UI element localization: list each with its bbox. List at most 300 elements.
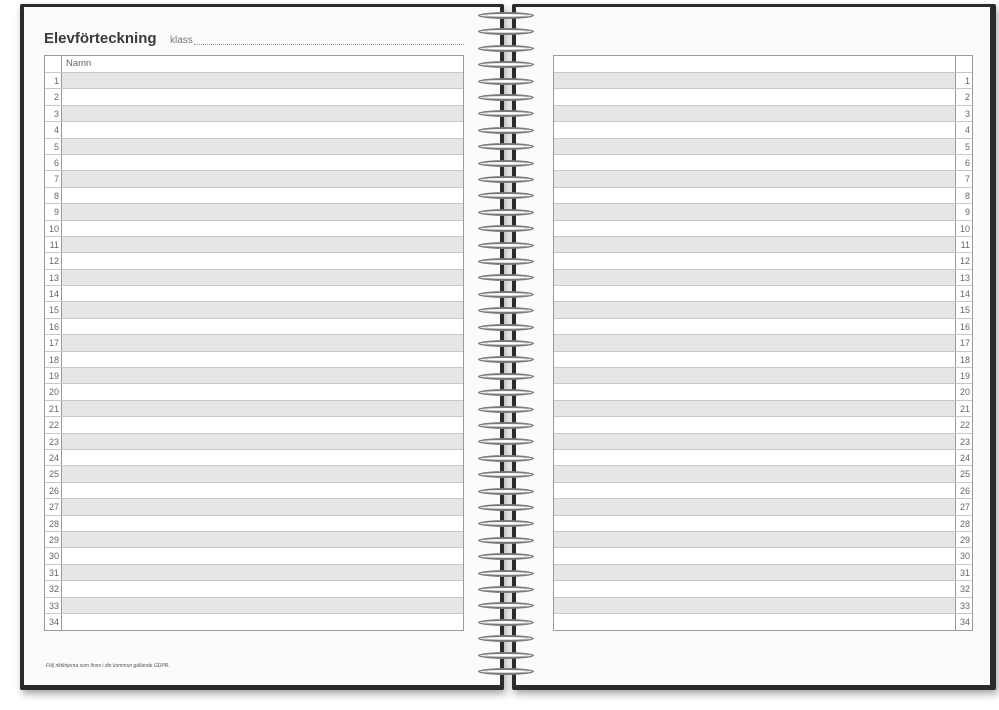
coil-ring <box>478 143 534 150</box>
table-row <box>554 335 972 351</box>
row-number: 15 <box>955 302 972 317</box>
row-number: 32 <box>45 581 62 596</box>
name-field[interactable] <box>554 221 955 236</box>
table-row <box>45 565 463 581</box>
name-field[interactable] <box>554 450 955 465</box>
row-number: 9 <box>45 204 62 219</box>
row-number: 13 <box>955 270 972 285</box>
number-column-header <box>45 56 62 72</box>
row-number: 12 <box>955 253 972 268</box>
row-number: 17 <box>45 335 62 350</box>
table-row <box>554 499 972 515</box>
spiral-coil <box>476 373 538 381</box>
row-number: 9 <box>955 204 972 219</box>
table-row <box>554 204 972 220</box>
spiral-coil <box>476 668 538 676</box>
row-number: 3 <box>955 106 972 121</box>
coil-ring <box>478 406 534 413</box>
row-number: 14 <box>45 286 62 301</box>
name-field[interactable] <box>62 352 463 367</box>
name-field[interactable] <box>554 401 955 416</box>
table-row <box>554 450 972 466</box>
spiral-coil <box>476 635 538 643</box>
spiral-coil <box>476 570 538 578</box>
table-row <box>554 106 972 122</box>
name-field[interactable] <box>554 548 955 563</box>
coil-ring <box>478 176 534 183</box>
spiral-coil <box>476 537 538 545</box>
name-field[interactable] <box>554 73 955 88</box>
spiral-coil <box>476 61 538 69</box>
table-row <box>554 253 972 269</box>
name-field[interactable] <box>554 106 955 121</box>
table-row <box>45 204 463 220</box>
name-field[interactable] <box>554 384 955 399</box>
name-field[interactable] <box>554 237 955 252</box>
name-field[interactable] <box>554 139 955 154</box>
row-number: 28 <box>45 516 62 531</box>
row-number: 28 <box>955 516 972 531</box>
name-field[interactable] <box>62 548 463 563</box>
table-row <box>45 335 463 351</box>
student-name-table <box>44 55 464 631</box>
spiral-coil <box>476 438 538 446</box>
table-row <box>45 401 463 417</box>
student-continuation-table <box>553 55 973 631</box>
row-number: 34 <box>45 614 62 630</box>
coil-ring <box>478 192 534 199</box>
name-field[interactable] <box>62 237 463 252</box>
spiral-coil <box>476 422 538 430</box>
row-number: 5 <box>45 139 62 154</box>
row-number: 21 <box>45 401 62 416</box>
row-number: 10 <box>45 221 62 236</box>
table-row <box>554 188 972 204</box>
table-row <box>554 516 972 532</box>
spiral-coil <box>476 12 538 20</box>
row-number: 15 <box>45 302 62 317</box>
table-row <box>554 286 972 302</box>
name-field[interactable] <box>554 565 955 580</box>
coil-ring <box>478 78 534 85</box>
table-row <box>554 270 972 286</box>
coil-ring <box>478 602 534 609</box>
spiral-coil <box>476 602 538 610</box>
table-row <box>45 139 463 155</box>
table-row <box>554 352 972 368</box>
row-number: 33 <box>45 598 62 613</box>
coil-ring <box>478 422 534 429</box>
row-number: 19 <box>45 368 62 383</box>
table-row <box>554 417 972 433</box>
name-field[interactable] <box>62 139 463 154</box>
table-header-row <box>45 56 463 73</box>
row-number: 22 <box>955 417 972 432</box>
spiral-coil <box>476 176 538 184</box>
table-row <box>45 171 463 187</box>
name-field[interactable] <box>554 352 955 367</box>
row-number: 4 <box>955 122 972 137</box>
spiral-coil <box>476 586 538 594</box>
name-field[interactable] <box>62 532 463 547</box>
table-row <box>45 237 463 253</box>
table-row <box>554 139 972 155</box>
table-row <box>554 384 972 400</box>
table-row <box>554 89 972 105</box>
row-number: 20 <box>955 384 972 399</box>
table-row <box>45 581 463 597</box>
name-field[interactable] <box>62 221 463 236</box>
name-field[interactable] <box>62 384 463 399</box>
name-field[interactable] <box>62 106 463 121</box>
name-field[interactable] <box>554 188 955 203</box>
row-number: 18 <box>45 352 62 367</box>
table-row <box>45 598 463 614</box>
table-row <box>554 598 972 614</box>
table-row <box>45 89 463 105</box>
table-row <box>45 319 463 335</box>
row-number: 25 <box>45 466 62 481</box>
spiral-coil <box>476 192 538 200</box>
table-row <box>45 73 463 89</box>
table-row <box>554 221 972 237</box>
name-field[interactable] <box>554 598 955 613</box>
name-field[interactable] <box>554 335 955 350</box>
table-row <box>45 499 463 515</box>
table-row <box>554 368 972 384</box>
coil-ring <box>478 307 534 314</box>
coil-ring <box>478 553 534 560</box>
row-number: 25 <box>955 466 972 481</box>
table-row <box>554 122 972 138</box>
coil-ring <box>478 61 534 68</box>
table-row <box>554 73 972 89</box>
row-number: 23 <box>45 434 62 449</box>
spiral-coil <box>476 160 538 168</box>
row-number: 19 <box>955 368 972 383</box>
name-field[interactable] <box>554 89 955 104</box>
coil-ring <box>478 389 534 396</box>
table-row <box>554 548 972 564</box>
table-row <box>45 253 463 269</box>
name-field[interactable] <box>554 483 955 498</box>
name-field[interactable] <box>62 319 463 334</box>
coil-ring <box>478 45 534 52</box>
table-row <box>45 270 463 286</box>
table-row <box>45 417 463 433</box>
table-row <box>554 237 972 253</box>
spiral-coil <box>476 504 538 512</box>
spiral-coil <box>476 455 538 463</box>
name-field[interactable] <box>62 434 463 449</box>
table-row <box>45 434 463 450</box>
coil-ring <box>478 28 534 35</box>
table-row <box>45 106 463 122</box>
class-label: klass <box>170 35 193 46</box>
name-field[interactable] <box>554 368 955 383</box>
row-number: 26 <box>45 483 62 498</box>
row-number: 26 <box>955 483 972 498</box>
coil-ring <box>478 160 534 167</box>
coil-ring <box>478 12 534 19</box>
name-column-header: Namn <box>66 58 92 69</box>
row-number: 30 <box>45 548 62 563</box>
table-row <box>554 302 972 318</box>
spiral-coil <box>476 389 538 397</box>
spiral-coil <box>476 110 538 118</box>
spiral-coil <box>476 340 538 348</box>
name-field[interactable] <box>554 614 955 630</box>
name-field[interactable] <box>554 253 955 268</box>
table-row <box>45 122 463 138</box>
name-field[interactable] <box>554 434 955 449</box>
table-row <box>45 516 463 532</box>
name-field[interactable] <box>554 122 955 137</box>
gdpr-footnote: Följ riktlinjerna som finns i din kommun gällande GDPR. <box>46 663 170 669</box>
coil-ring <box>478 225 534 232</box>
number-column-header <box>955 56 972 72</box>
name-field[interactable] <box>62 171 463 186</box>
row-number: 3 <box>45 106 62 121</box>
coil-ring <box>478 438 534 445</box>
spiral-coil <box>476 258 538 266</box>
table-row <box>45 352 463 368</box>
coil-ring <box>478 652 534 659</box>
row-number: 5 <box>955 139 972 154</box>
spiral-coil <box>476 127 538 135</box>
row-number: 22 <box>45 417 62 432</box>
table-row <box>45 302 463 318</box>
table-row <box>45 614 463 630</box>
name-field[interactable] <box>62 270 463 285</box>
table-row <box>45 155 463 171</box>
name-field[interactable] <box>62 89 463 104</box>
name-field[interactable] <box>62 335 463 350</box>
coil-ring <box>478 537 534 544</box>
spiral-coil <box>476 553 538 561</box>
empty-column-header <box>554 56 955 72</box>
coil-ring <box>478 209 534 216</box>
spiral-coil <box>476 209 538 217</box>
name-field[interactable] <box>554 581 955 596</box>
row-number: 29 <box>955 532 972 547</box>
table-row <box>554 581 972 597</box>
name-field[interactable] <box>554 286 955 301</box>
row-number: 7 <box>45 171 62 186</box>
coil-ring <box>478 520 534 527</box>
table-row <box>45 450 463 466</box>
table-row <box>554 171 972 187</box>
row-number: 7 <box>955 171 972 186</box>
row-number: 14 <box>955 286 972 301</box>
spiral-coil <box>476 94 538 102</box>
row-number: 17 <box>955 335 972 350</box>
row-number: 2 <box>955 89 972 104</box>
page-title: Elevförteckning <box>44 30 157 47</box>
name-field[interactable] <box>62 499 463 514</box>
spiral-coil <box>476 28 538 36</box>
spiral-coil <box>476 356 538 364</box>
row-number: 12 <box>45 253 62 268</box>
table-row <box>554 565 972 581</box>
row-number: 27 <box>955 499 972 514</box>
table-row <box>554 434 972 450</box>
name-field[interactable] <box>62 581 463 596</box>
name-field[interactable] <box>554 516 955 531</box>
row-number: 1 <box>955 73 972 88</box>
table-row <box>45 221 463 237</box>
name-field[interactable] <box>62 466 463 481</box>
name-field[interactable] <box>554 155 955 170</box>
name-field[interactable] <box>554 466 955 481</box>
row-number: 32 <box>955 581 972 596</box>
coil-ring <box>478 291 534 298</box>
left-page <box>24 7 500 685</box>
coil-ring <box>478 471 534 478</box>
name-field[interactable] <box>62 516 463 531</box>
coil-ring <box>478 668 534 675</box>
spiral-coil <box>476 291 538 299</box>
coil-ring <box>478 635 534 642</box>
coil-ring <box>478 488 534 495</box>
row-number: 24 <box>955 450 972 465</box>
coil-ring <box>478 110 534 117</box>
coil-ring <box>478 619 534 626</box>
right-page <box>516 7 990 685</box>
row-number: 18 <box>955 352 972 367</box>
name-field[interactable] <box>554 204 955 219</box>
name-field[interactable] <box>62 188 463 203</box>
coil-ring <box>478 340 534 347</box>
name-field[interactable] <box>554 302 955 317</box>
name-field[interactable] <box>62 286 463 301</box>
name-field[interactable] <box>62 368 463 383</box>
name-field[interactable] <box>554 270 955 285</box>
table-row <box>45 548 463 564</box>
row-number: 4 <box>45 122 62 137</box>
row-number: 20 <box>45 384 62 399</box>
name-field[interactable] <box>554 417 955 432</box>
name-field[interactable] <box>554 532 955 547</box>
coil-ring <box>478 242 534 249</box>
name-field[interactable] <box>62 565 463 580</box>
table-row <box>45 466 463 482</box>
table-row <box>554 532 972 548</box>
row-number: 21 <box>955 401 972 416</box>
spiral-coil <box>476 652 538 660</box>
name-field[interactable] <box>62 450 463 465</box>
spiral-coil <box>476 471 538 479</box>
row-number: 27 <box>45 499 62 514</box>
table-row <box>554 614 972 630</box>
spiral-coil <box>476 324 538 332</box>
spiral-coil <box>476 78 538 86</box>
table-row <box>554 466 972 482</box>
spiral-coil <box>476 520 538 528</box>
row-number: 29 <box>45 532 62 547</box>
name-field[interactable] <box>62 598 463 613</box>
name-field[interactable] <box>62 417 463 432</box>
name-field[interactable] <box>62 155 463 170</box>
coil-ring <box>478 373 534 380</box>
row-number: 31 <box>955 565 972 580</box>
name-field[interactable] <box>554 171 955 186</box>
coil-ring <box>478 94 534 101</box>
row-number: 24 <box>45 450 62 465</box>
row-number: 8 <box>955 188 972 203</box>
row-number: 6 <box>955 155 972 170</box>
table-row <box>45 483 463 499</box>
spiral-coil <box>476 225 538 233</box>
table-row <box>554 319 972 335</box>
table-row <box>554 401 972 417</box>
class-field-line <box>194 44 464 45</box>
spiral-coil <box>476 45 538 53</box>
coil-ring <box>478 570 534 577</box>
spiral-coil <box>476 143 538 151</box>
coil-ring <box>478 455 534 462</box>
name-field[interactable] <box>62 483 463 498</box>
row-number: 11 <box>955 237 972 252</box>
name-field[interactable] <box>554 499 955 514</box>
row-number: 31 <box>45 565 62 580</box>
row-number: 34 <box>955 614 972 630</box>
spiral-coil <box>476 274 538 282</box>
table-row <box>45 286 463 302</box>
table-row <box>45 188 463 204</box>
coil-ring <box>478 324 534 331</box>
coil-ring <box>478 356 534 363</box>
name-field[interactable] <box>62 253 463 268</box>
row-number: 16 <box>955 319 972 334</box>
coil-ring <box>478 586 534 593</box>
name-field[interactable] <box>62 122 463 137</box>
spiral-coil <box>476 406 538 414</box>
name-field[interactable] <box>62 614 463 630</box>
table-row <box>554 155 972 171</box>
table-row <box>45 384 463 400</box>
row-number: 11 <box>45 237 62 252</box>
name-field[interactable] <box>62 73 463 88</box>
row-number: 13 <box>45 270 62 285</box>
coil-ring <box>478 127 534 134</box>
row-number: 2 <box>45 89 62 104</box>
row-number: 1 <box>45 73 62 88</box>
name-field[interactable] <box>62 302 463 317</box>
spiral-coil <box>476 242 538 250</box>
spiral-coil <box>476 488 538 496</box>
spiral-coil <box>476 619 538 627</box>
row-number: 10 <box>955 221 972 236</box>
row-number: 16 <box>45 319 62 334</box>
table-row <box>554 483 972 499</box>
row-number: 30 <box>955 548 972 563</box>
coil-ring <box>478 274 534 281</box>
name-field[interactable] <box>62 204 463 219</box>
spiral-coil <box>476 307 538 315</box>
row-number: 8 <box>45 188 62 203</box>
table-row <box>45 532 463 548</box>
name-field[interactable] <box>62 401 463 416</box>
table-header-row <box>554 56 972 73</box>
coil-ring <box>478 258 534 265</box>
row-number: 6 <box>45 155 62 170</box>
table-row <box>45 368 463 384</box>
row-number: 23 <box>955 434 972 449</box>
row-number: 33 <box>955 598 972 613</box>
name-field[interactable] <box>554 319 955 334</box>
spiral-binding <box>476 8 544 686</box>
